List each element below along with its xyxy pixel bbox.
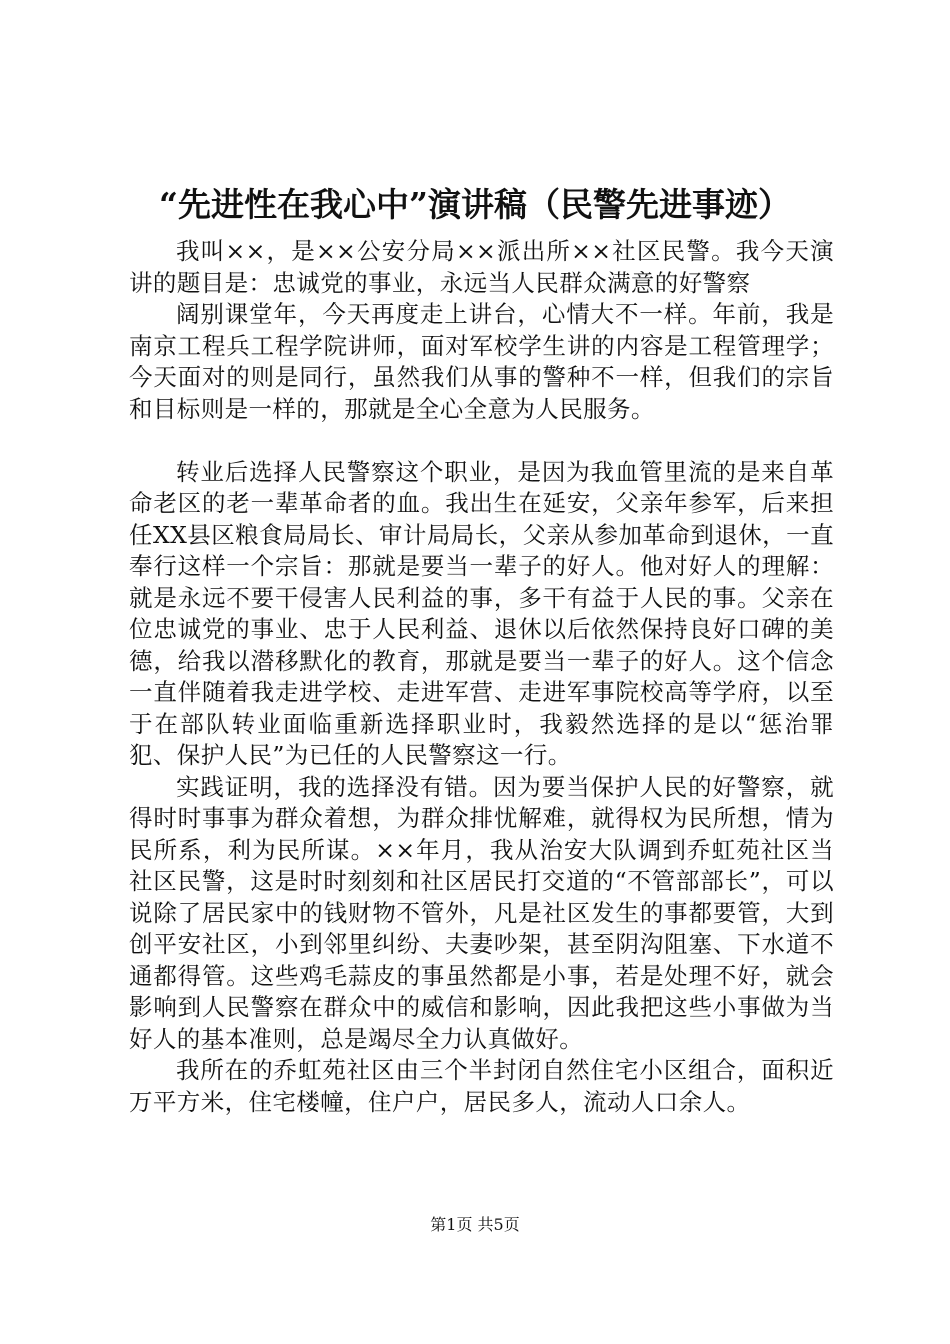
paragraph-lecture: 阔别课堂年，今天再度走上讲台，心情大不一样。年前，我是南京工程兵工程学院讲师，面对军校学生讲的内容是工程管理学；今天面对的则是同行，虽然我们从事的警种不一样，但我们的宗旨和目标则是一样的，那就是全心全意为人民服务。 <box>129 300 834 423</box>
paragraph-intro: 我叫××，是××公安分局××派出所××社区民警。我今天演讲的题目是：忠诚党的事业，永远当人民群众满意的好警察 <box>129 237 834 297</box>
page-number-footer: 第1页 共5页 <box>430 1215 520 1234</box>
paragraph-community: 我所在的乔虹苑社区由三个半封闭自然住宅小区组合，面积近万平方米，住宅楼幢，住户户，居民多人，流动人口余人。 <box>129 1056 834 1116</box>
document-body <box>129 236 834 1118</box>
paragraph-career-choice: 转业后选择人民警察这个职业，是因为我血管里流的是来自革命老区的老一辈革命者的血。我出生在延安，父亲年参军，后来担任XX县区粮食局局长、审计局局长，父亲从参加革命到退休，一直奉行这样一个宗旨：那就是要当一辈子的好人。他对好人的理解：就是永远不要干侵害人民利益的事，多干有益于人民的事。父亲在位忠诚党的事业、忠于人民利益、退休以后依然保持良好口碑的美德，给我以潜移默化的教育，那就是要当一辈子的好人。这个信念一直伴随着我走进学校、走进军营、走进军事院校高等学府，以至于在部队转业面临重新选择职业时，我毅然选择的是以“惩治罪犯、保护人民”为已任的人民警察这一行。 <box>129 457 834 769</box>
document-title: “先进性在我心中”演讲稿（民警先进事迹） <box>159 185 791 224</box>
paragraph-practice: 实践证明，我的选择没有错。因为要当保护人民的好警察，就得时时事事为群众着想，为群众排忧解难，就得权为民所想，情为民所系，利为民所谋。××年月，我从治安大队调到乔虹苑社区当社区民警，这是时时刻刻和社区居民打交道的“不管部部长”，可以说除了居民家中的钱财物不管外，凡是社区发生的事都要管，大到创平安社区，小到邻里纠纷、夫妻吵架，甚至阴沟阻塞、下水道不通都得管。这些鸡毛蒜皮的事虽然都是小事，若是处理不好，就会影响到人民警察在群众中的威信和影响，因此我把这些小事做为当好人的基本准则，总是竭尽全力认真做好。 <box>129 772 834 1053</box>
